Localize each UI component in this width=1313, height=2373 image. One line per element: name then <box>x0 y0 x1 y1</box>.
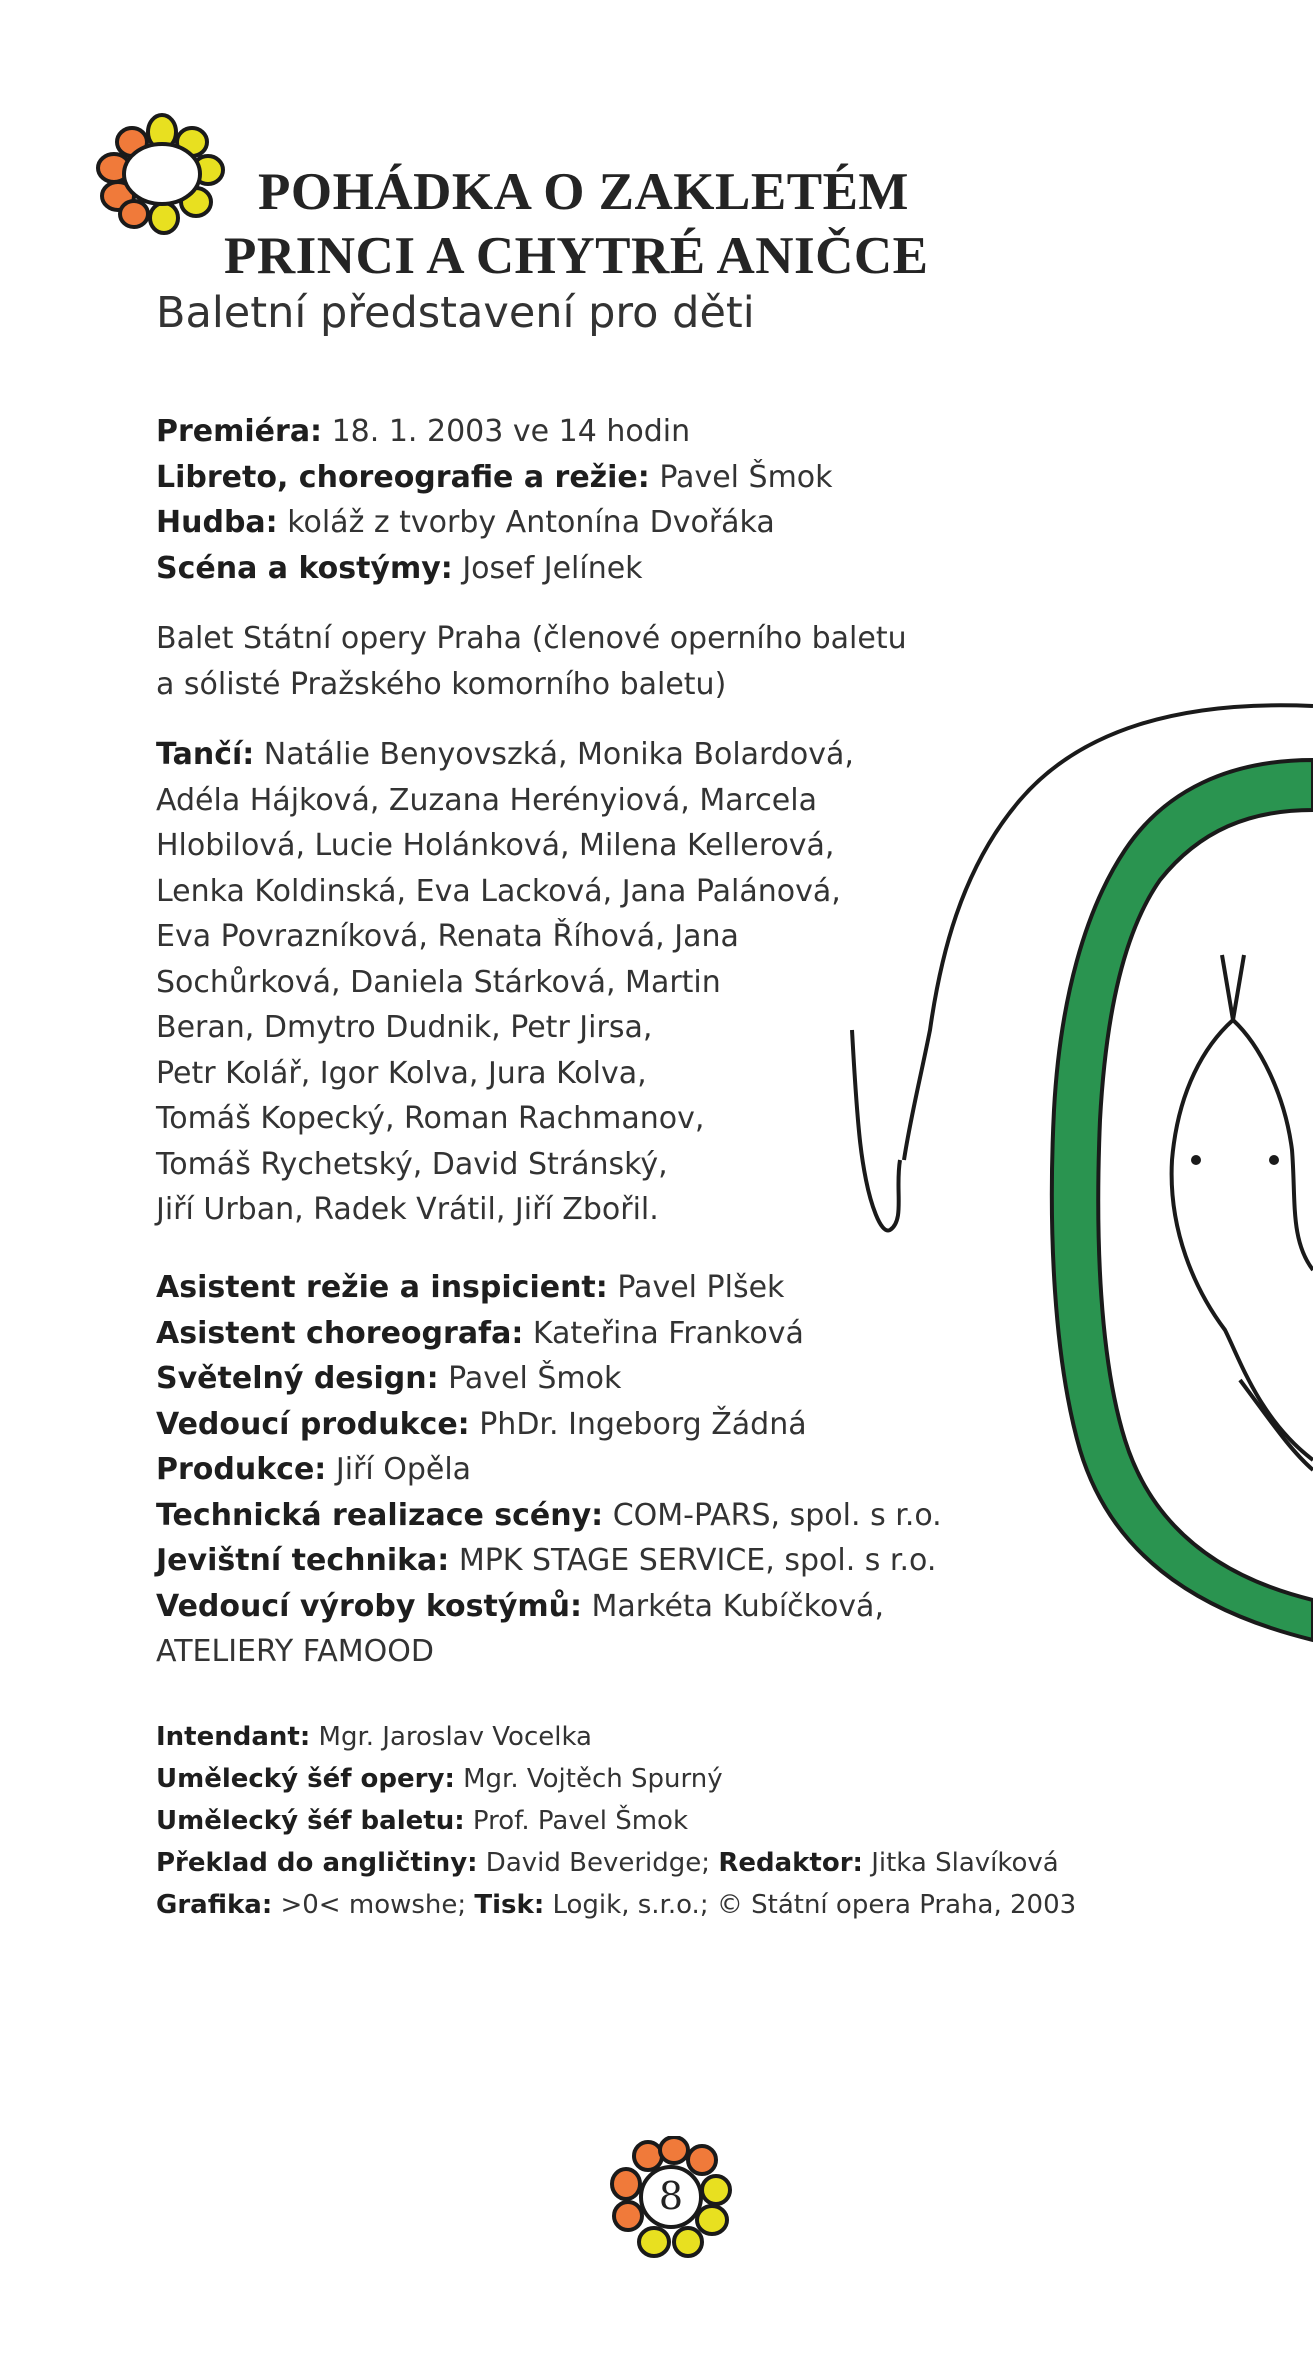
title-line-1: POHÁDKA O ZAKLETÉM <box>258 163 909 221</box>
credit-line: Asistent režie a inspicient: Pavel Plšek <box>156 1270 785 1305</box>
credit-line: Jevištní technika: MPK STAGE SERVICE, spol. s r.o. <box>156 1543 937 1578</box>
credit-line: Umělecký šéf opery: Mgr. Vojtěch Spurný <box>156 1764 723 1794</box>
credit-line: Vedoucí výroby kostýmů: Markéta Kubíčková, <box>156 1588 884 1624</box>
credit-line: Umělecký šéf baletu: Prof. Pavel Šmok <box>156 1806 689 1836</box>
dancers-label: Tančí: <box>156 737 255 772</box>
credit-line: Světelný design: Pavel Šmok <box>156 1361 622 1396</box>
credit-line: ATELIERY FAMOOD <box>156 1634 435 1669</box>
credit-line: Intendant: Mgr. Jaroslav Vocelka <box>156 1722 592 1752</box>
credit-line: Překlad do angličtiny: David Beveridge; Redaktor: Jitka Slavíková <box>156 1848 1059 1878</box>
credit-line: Grafika: >0< mowshe; Tisk: Logik, s.r.o.; © Státní opera Praha, 2003 <box>156 1890 1077 1920</box>
credit-line: Libreto, choreografie a režie: Pavel Šmok <box>156 459 833 495</box>
title-line-2: PRINCI A CHYTRÉ ANIČCE <box>224 227 929 285</box>
flower-icon <box>88 112 236 244</box>
subtitle: Baletní představení pro děti <box>156 288 755 338</box>
credit-line: Vedoucí produkce: PhDr. Ingeborg Žádná <box>156 1406 807 1442</box>
credit-line: Technická realizace scény: COM-PARS, spol. s r.o. <box>156 1497 942 1533</box>
dancers-list: Tančí: Natálie Benyovszká, Monika Bolardová, Adéla Hájková, Zuzana Herényiová, Marcela Hlobilová, Lucie Holánková, Milena Kellerová, Lenka Koldinská, Eva Lacková, Jana Palánová, Eva Povrazníková, Renata Říhová, Jana Sochůrková, Daniela Stárková, Martin Beran, Dmytro Dudnik, Petr Jirsa, Petr Kolář, Igor Kolva, Jura Kolva, Tomáš Kopecký, Roman Rachmanov, Tomáš Rychetský, David Stránský, Jiří Urban, Radek Vrátil, Jiří Zbořil. <box>156 737 854 1227</box>
credit-line: Hudba: koláž z tvorby Antonína Dvořáka <box>156 505 775 540</box>
credit-line: Asistent choreografa: Kateřina Franková <box>156 1315 804 1351</box>
credit-line: Scéna a kostýmy: Josef Jelínek <box>156 550 643 586</box>
credits-main <box>156 409 833 591</box>
credits-institution <box>156 1716 1076 1926</box>
company-text: Balet Státní opery Praha (členové operního baletu a sólisté Pražského komorního baletu) <box>156 621 907 702</box>
page-number: 8 <box>658 2174 684 2218</box>
credit-line: Premiéra: 18. 1. 2003 ve 14 hodin <box>156 414 691 449</box>
credit-line: Produkce: Jiří Opěla <box>156 1452 472 1487</box>
credits-production <box>156 1265 942 1675</box>
page-title <box>224 160 929 288</box>
